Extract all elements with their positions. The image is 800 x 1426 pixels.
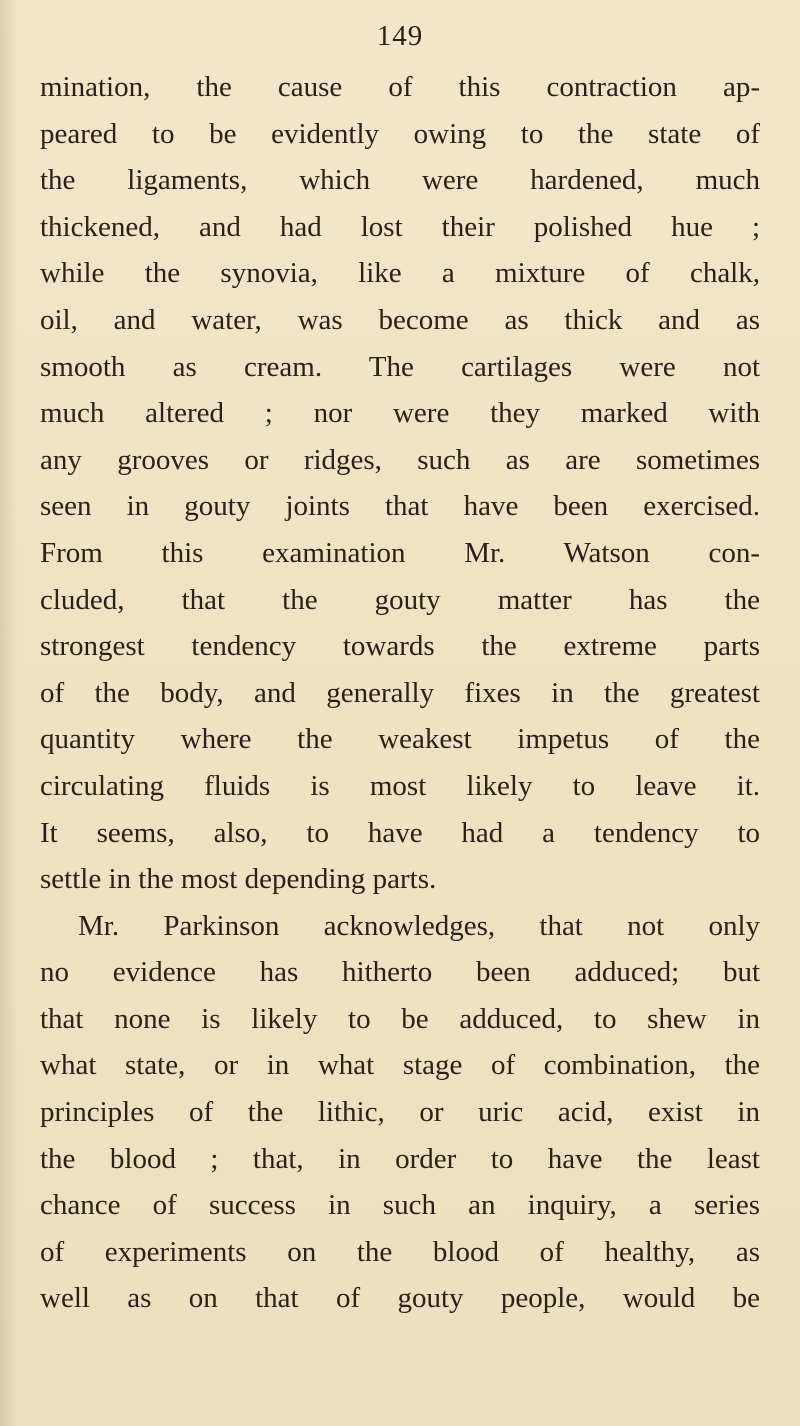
text-line: principles of the lithic, or uric acid, exist in <box>40 1096 760 1129</box>
text-line: no evidence has hitherto been adduced; but <box>40 956 760 989</box>
text-line: chance of success in such an inquiry, a series <box>40 1189 760 1222</box>
text-line: of experiments on the blood of healthy, as <box>40 1235 760 1268</box>
text-line: any grooves or ridges, such as are sometimes <box>40 443 760 476</box>
body-text <box>40 64 760 1322</box>
text-line: what state, or in what stage of combination, the <box>40 1049 760 1082</box>
text-line: much altered ; nor were they marked with <box>40 397 760 430</box>
page-edge-shadow <box>0 0 18 1426</box>
text-line: of the body, and generally fixes in the greatest <box>40 676 760 709</box>
text-line: well as on that of gouty people, would be <box>40 1282 760 1315</box>
text-line: the ligaments, which were hardened, much <box>40 164 760 197</box>
text-line: oil, and water, was become as thick and as <box>40 303 760 336</box>
text-line: strongest tendency towards the extreme parts <box>40 630 760 663</box>
text-line: circulating fluids is most likely to leave it. <box>40 769 760 802</box>
text-line: quantity where the weakest impetus of the <box>40 723 760 756</box>
text-line: From this examination Mr. Watson con- <box>40 536 760 569</box>
text-line: settle in the most depending parts. <box>40 863 437 896</box>
text-line: mination, the cause of this contraction ap- <box>40 71 760 103</box>
text-line: peared to be evidently owing to the state of <box>40 117 760 150</box>
text-line: seen in gouty joints that have been exercised. <box>40 490 760 523</box>
page-number: 149 <box>376 20 424 52</box>
text-line: smooth as cream. The cartilages were not <box>40 350 760 383</box>
text-line: while the synovia, like a mixture of chalk, <box>40 257 760 290</box>
text-line: Mr. Parkinson acknowledges, that not only <box>78 909 760 942</box>
text-line: thickened, and had lost their polished hue ; <box>40 210 760 243</box>
text-line: that none is likely to be adduced, to shew in <box>40 1002 760 1035</box>
text-line: It seems, also, to have had a tendency to <box>40 816 760 849</box>
text-line: cluded, that the gouty matter has the <box>40 583 760 616</box>
text-line: the blood ; that, in order to have the least <box>40 1142 760 1175</box>
